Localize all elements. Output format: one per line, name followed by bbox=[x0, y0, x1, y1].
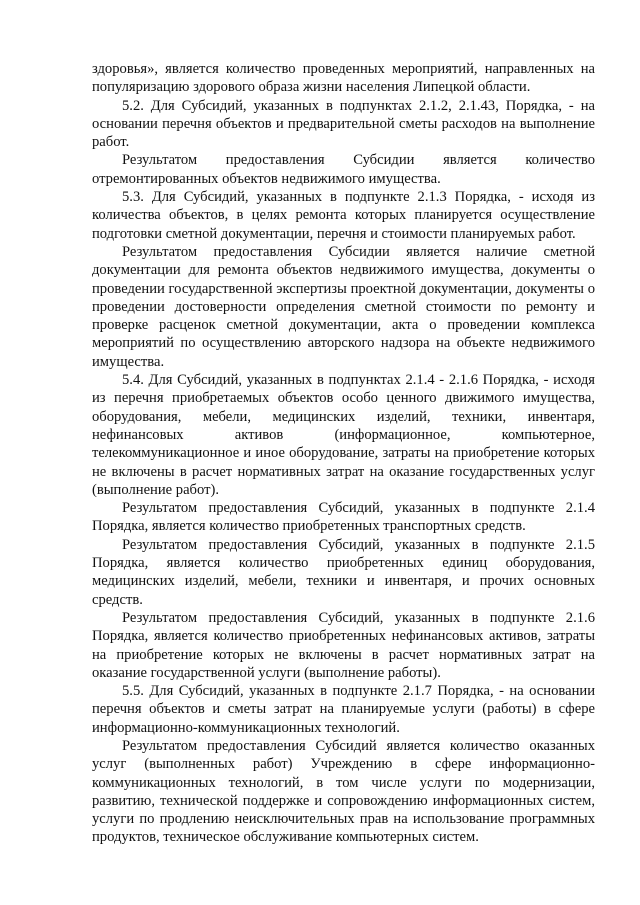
paragraph-continuation: здоровья», является количество проведенных мероприятий, направленных на популяризацию здорового образа жизни населения Липецкой области. bbox=[92, 61, 595, 96]
paragraph-5-4: 5.4. Для Субсидий, указанных в подпунктах 2.1.4 - 2.1.6 Порядка, - исходя из перечня приобретаемых объектов особо ценного движимого имущества, оборудования, мебели, медицинских изделий, техники, инвентаря, нефинансовых активов (информационное, компьютерное, телекоммуникационное и иное оборудование, затраты на приобретение которых не включены в расчет нормативных затрат на оказание государственных услуг (выполнение работ). bbox=[92, 372, 595, 498]
paragraph-5-4-result-2-1-5: Результатом предоставления Субсидий, указанных в подпункте 2.1.5 Порядка, является количество приобретенных единиц оборудования, медицинских изделий, мебели, техники и инвентаря, и прочих основных средств. bbox=[92, 536, 595, 608]
paragraph-5-2: 5.2. Для Субсидий, указанных в подпунктах 2.1.2, 2.1.43, Порядка, - на основании перечня объектов и предварительной сметы расходов на выполнение работ. bbox=[92, 97, 595, 151]
paragraph-5-5: 5.5. Для Субсидий, указанных в подпункте 2.1.7 Порядка, - на основании перечня объектов и сметы затрат на планируемые услуги (работы) в сфере информационно-коммуникационных технологий. bbox=[92, 683, 595, 736]
paragraph-5-4-result-2-1-6: Результатом предоставления Субсидий, указанных в подпункте 2.1.6 Порядка, является количество приобретенных нефинансовых активов, затраты на приобретение которых не включены в расчет нормативных затрат на оказание государственной услуги (выполнение работы). bbox=[92, 609, 595, 681]
document-body bbox=[92, 60, 595, 847]
paragraph-5-2-result: Результатом предоставления Субсидии является количество отремонтированных объектов недвижимого имущества. bbox=[92, 152, 595, 187]
paragraph-5-5-result: Результатом предоставления Субсидий является количество оказанных услуг (выполненных работ) Учреждению в сфере информационно-коммуникационных технологий, в том числе услуги по модернизации, развитию, технической поддержке и сопровождению информационных систем, услуги по продлению неисключительных прав на использование программных продуктов, техническое обслуживание компьютерных систем. bbox=[92, 737, 595, 846]
paragraph-5-4-result-2-1-4: Результатом предоставления Субсидий, указанных в подпункте 2.1.4 Порядка, является количество приобретенных транспортных средств. bbox=[92, 500, 595, 535]
paragraph-5-3-result: Результатом предоставления Субсидии является наличие сметной документации для ремонта объектов недвижимого имущества, документы о проведении государственной экспертизы проектной документации, документы о проведении достоверности определения сметной стоимости по ремонту и проверке расценок сметной документации, акта о проведении комплекса мероприятий по осуществлению авторского надзора на объекте недвижимого имущества. bbox=[92, 243, 595, 370]
paragraph-5-3: 5.3. Для Субсидий, указанных в подпункте 2.1.3 Порядка, - исходя из количества объектов, в целях ремонта которых планируется осуществление подготовки сметной документации, перечня и стоимости планируемых работ. bbox=[92, 189, 595, 242]
